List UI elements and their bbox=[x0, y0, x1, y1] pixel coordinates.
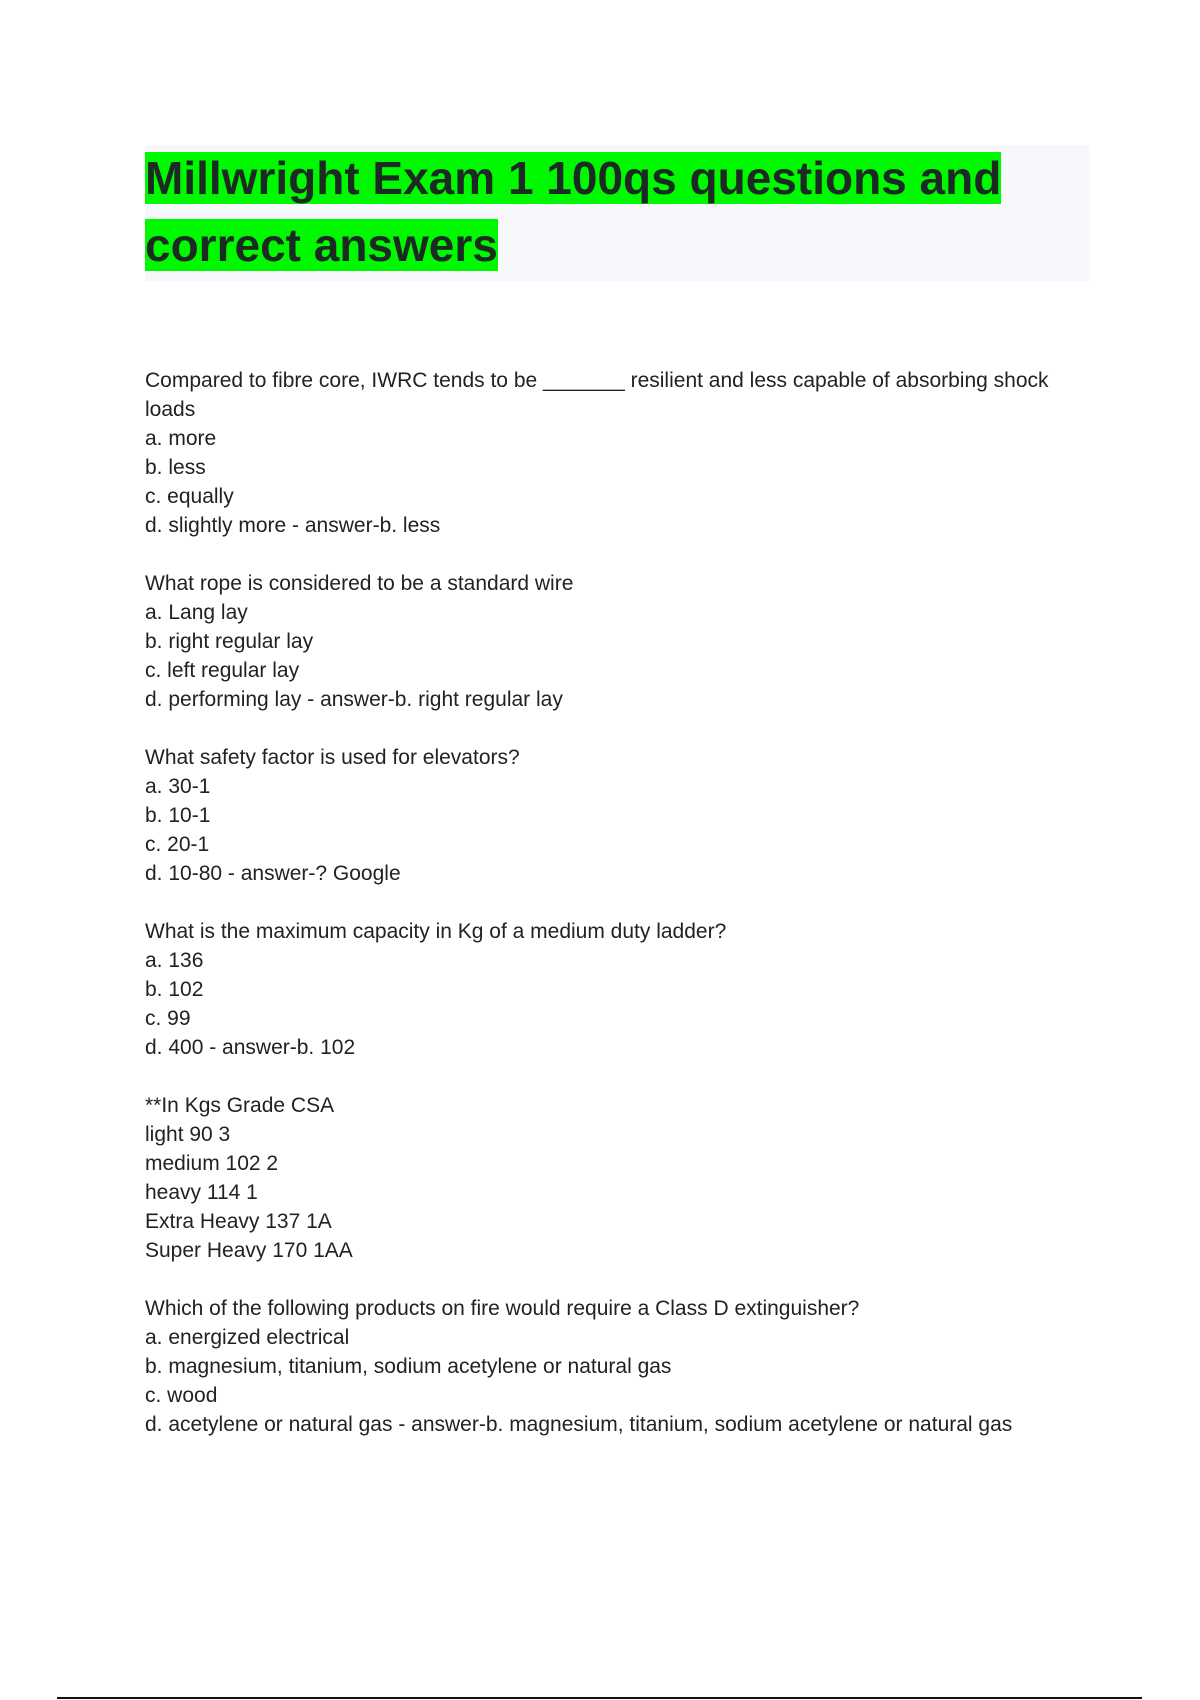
question-line: d. acetylene or natural gas - answer-b. magnesium, titanium, sodium acetylene or natural gas bbox=[145, 1413, 1013, 1436]
question-line: d. 400 - answer-b. 102 bbox=[145, 1036, 356, 1059]
question-line: c. equally bbox=[145, 485, 234, 508]
question-block bbox=[145, 569, 1075, 714]
question-line: b. right regular lay bbox=[145, 630, 314, 653]
question-line: c. 99 bbox=[145, 1007, 191, 1030]
question-line: a. Lang lay bbox=[145, 601, 248, 624]
question-line: d. slightly more - answer-b. less bbox=[145, 514, 441, 537]
question-line: d. performing lay - answer-b. right regular lay bbox=[145, 688, 563, 711]
question-line: heavy 114 1 bbox=[145, 1181, 258, 1204]
question-line: a. 30-1 bbox=[145, 775, 211, 798]
question-block bbox=[145, 366, 1075, 540]
title-line-1: Millwright Exam 1 100qs questions and bbox=[145, 152, 1002, 204]
question-text: Which of the following products on fire would require a Class D extinguisher? bbox=[145, 1297, 860, 1320]
question-block bbox=[145, 743, 1075, 888]
question-block bbox=[145, 1091, 1075, 1265]
title-line-2: correct answers bbox=[145, 219, 498, 271]
question-line: a. more bbox=[145, 427, 217, 450]
question-line: Extra Heavy 137 1A bbox=[145, 1210, 332, 1233]
page-bottom-rule bbox=[57, 1697, 1142, 1699]
question-line: b. magnesium, titanium, sodium acetylene or natural gas bbox=[145, 1355, 672, 1378]
question-text: **In Kgs Grade CSA bbox=[145, 1094, 335, 1117]
title-panel bbox=[145, 145, 1090, 281]
question-text: What safety factor is used for elevators? bbox=[145, 746, 520, 769]
page-title bbox=[145, 145, 1090, 279]
question-line: d. 10-80 - answer-? Google bbox=[145, 862, 401, 885]
question-line: c. 20-1 bbox=[145, 833, 210, 856]
question-block bbox=[145, 917, 1075, 1062]
question-line: light 90 3 bbox=[145, 1123, 231, 1146]
question-line: a. energized electrical bbox=[145, 1326, 350, 1349]
question-line: b. less bbox=[145, 456, 206, 479]
question-block bbox=[145, 1294, 1075, 1439]
question-list bbox=[145, 366, 1075, 1468]
question-text: Compared to fibre core, IWRC tends to be _______ resilient and less capable of absorbing shock loads bbox=[145, 369, 1055, 421]
question-line: b. 102 bbox=[145, 978, 204, 1001]
question-line: c. wood bbox=[145, 1384, 218, 1407]
question-line: b. 10-1 bbox=[145, 804, 211, 827]
question-text: What rope is considered to be a standard wire bbox=[145, 572, 574, 595]
question-line: medium 102 2 bbox=[145, 1152, 279, 1175]
question-line: Super Heavy 170 1AA bbox=[145, 1239, 353, 1262]
question-line: a. 136 bbox=[145, 949, 204, 972]
question-line: c. left regular lay bbox=[145, 659, 300, 682]
question-text: What is the maximum capacity in Kg of a medium duty ladder? bbox=[145, 920, 727, 943]
